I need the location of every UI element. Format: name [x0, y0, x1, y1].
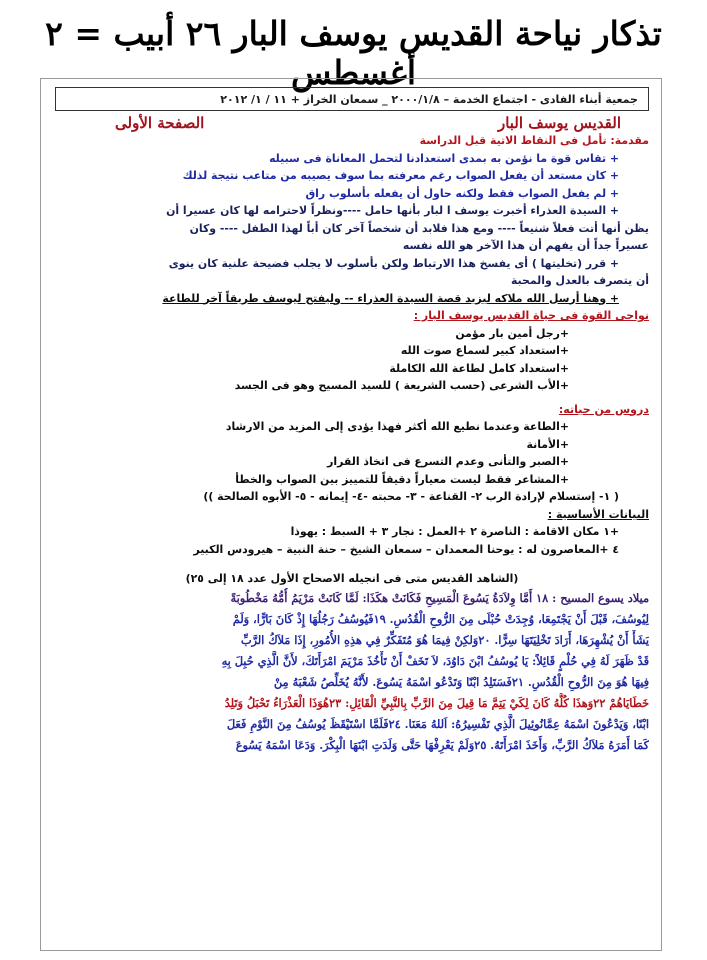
strength-point: +الأب الشرعى (حسب الشريعة ) للسيد المسيح وهو فى الجسد: [234, 379, 569, 392]
intro-point: + تقاس قوة ما نؤمن به بمدى استعدادنا لتحمل المعاناة فى سبيله: [269, 151, 619, 165]
intro-point: + قرر (تخليتها ) أى يفسخ هذا الارتباط ولكن بأسلوب لا يجلب فضيحة علنية كان ينوى: [168, 256, 619, 270]
summary-line: ( ١- إستسلام لإرادة الرب ٢- القناعة - ٣- محبته -٤- إيمانه - ٥- الأبوه الصالحة )): [203, 490, 619, 503]
scripture-line: ميلاد يسوع المسيح : ١٨ أَمَّا وِلاَدَةُ يَسُوعَ الْمَسِيحِ فَكَانَتْ هكَذَا: لَمَّا كَانَتْ مَرْيَمُ أُمُّهُ مَخْطُوبَةً: [230, 590, 649, 605]
lesson-point: +المشاعر فقط ليست معياراً دقيقاً للتمييز بين الصواب والخطأ: [235, 472, 569, 486]
intro-point: + لم يفعل الصواب فقط ولكنه حاول أن يفعله بأسلوب راق: [305, 186, 619, 200]
basic-data-line: +١ مكان الاقامة : الناصرة ٢ +العمل : نجار ٣ + السبط : يهوذا: [290, 525, 619, 538]
intro-point: عسيراً جداً أن يفهم أن هذا الآخر هو الله نفسه: [402, 239, 649, 252]
strength-section-heading: نواحى القوة فى حياة القديس يوسف البار :: [413, 309, 649, 322]
lessons-section-heading: دروس من حياته:: [558, 402, 649, 416]
intro-point: + وهنا أرسل الله ملاكه ليزيد قصة السيدة العذراء -- وليفتح ليوسف طريقاً آخر للطاعة: [162, 291, 619, 305]
strength-point: +استعداد كبير لسماع صوت الله: [400, 344, 569, 357]
scripture-line: قَدْ ظَهَرَ لَهُ فِي حُلْمٍ قَائِلاً: يَا يُوسُفُ ابْنَ دَاوُدَ، لاَ تَخَفْ أَنْ تَأْخُذَ مَرْيَمَ امْرَأَتَكَ، لأَنَّ الَّذِي حُبِلَ بِهِ: [221, 653, 649, 668]
scripture-line: يَشَأْ أَنْ يُشْهِرَهَا، أَرَادَ تَخْلِيَتَهَا سِرًّا. ٢٠وَلكِنْ فِيمَا هُوَ مُتَفَكِّرٌ فِي هذِهِ الأُمُورِ، إِذَا مَلاَكُ الرَّبِّ: [240, 632, 649, 647]
page-number-heading: الصفحة الأولى: [115, 114, 205, 132]
intro-point: + السيدة العذراء أخبرت يوسف ا لبار بأنها حامل ----ونظراً لاحترامه لها كان عسيرا أن: [166, 204, 619, 217]
heading-row: [55, 114, 649, 132]
page-title: تذكار نياحة القديس يوسف البار ٢٦ أبيب = ٢ أغسطس: [45, 14, 662, 92]
strength-point: +استعداد كامل لطاعة الله الكاملة: [389, 361, 569, 375]
lesson-point: +الصبر والتأنى وعدم التسرع فى اتخاذ القرار: [327, 455, 569, 468]
witness-line: (الشاهد القديس متى فى انجيله الاصحاح الأول عدد ١٨ إلى ٢٥): [185, 572, 519, 585]
scripture-line: خَطَايَاهُمْ ٢٢وَهذَا كُلُّهُ كَانَ لِكَيْ يَتِمَّ مَا قِيلَ مِنَ الرَّبِّ بِالنَّبِيِّ الْقَائِلِ: ٢٣هُوَذَا الْعَذْرَاءُ تَحْبَلُ وَتَلِدُ: [224, 695, 649, 710]
scripture-line: ابْنًا، وَيَدْعُونَ اسْمَهُ عِمَّانُوئِيلَ الَّذِي تَفْسِيرُهُ: اَللهُ مَعَنَا. ٢٤فَلَمَّا اسْتَيْقَظَ يُوسُفُ مِنَ النَّوْمِ فَعَلَ: [226, 716, 649, 731]
lesson-point: +الطاعة وعندما نطيع الله أكثر فهذا يؤدى إلى المزيد من الارشاد: [225, 420, 569, 433]
intro-point: أن يتصرف بالعدل والمحبة: [510, 274, 649, 287]
scripture-line: كَمَا أَمَرَهُ مَلاَكُ الرَّبِّ، وَأَخَذَ امْرَأَتَهُ. ٢٥وَلَمْ يَعْرِفْهَا حَتَّى وَلَدَتِ ابْنَهَا الْبِكْرَ. وَدَعَا اسْمَهُ يَسُوعَ: [235, 737, 649, 752]
intro-point: يظن أنها أتت فعلاً شنيعاً ---- ومع هذا فلابد أن شخصاً آخر كان أباً لهذا الطفل ---- وكان: [189, 221, 649, 235]
scripture-line: فِيهَا هُوَ مِنَ الرُّوحِ الْقُدُسِ. ٢١فَسَتَلِدُ ابْنًا وَتَدْعُو اسْمَهُ يَسُوعَ. لأَنَّهُ يُخَلِّصُ شَعْبَهُ مِنْ: [273, 674, 649, 689]
saint-heading: القديس يوسف البار: [497, 114, 621, 132]
intro-point: + كان مستعد أن يفعل الصواب رغم معرفته بما سوف يصيبه من متاعب نتيجة لذلك: [182, 169, 619, 182]
scripture-line: لِيُوسُفَ، قَبْلَ أَنْ يَجْتَمِعَا، وُجِدَتْ حُبْلَى مِنَ الرُّوحِ الْقُدُسِ. ١٩فَيُوسُفُ رَجُلُهَا إِذْ كَانَ بَارًّا، وَلَمْ: [232, 611, 649, 626]
header-text: جمعية أبناء الفادى - اجتماع الخدمة – ٢٠٠٠/١/٨ _ سمعان الخراز + ١١ / ١/ ٢٠١٢: [220, 92, 638, 106]
intro-label: مقدمة: تأمل فى النقاط الاتية قبل الدراسة: [419, 134, 649, 147]
document-page: [40, 78, 662, 951]
header-box: [55, 87, 649, 111]
basic-data-heading: البيانات الأساسية :: [547, 507, 649, 521]
lesson-point: +الأمانة: [526, 437, 569, 451]
strength-point: +رجل أمين بار مؤمن: [455, 326, 569, 340]
basic-data-line: ٤ +المعاصرون له : يوحنا المعمدان – سمعان الشيخ – حنة النبية – هيرودس الكبير: [193, 542, 619, 556]
